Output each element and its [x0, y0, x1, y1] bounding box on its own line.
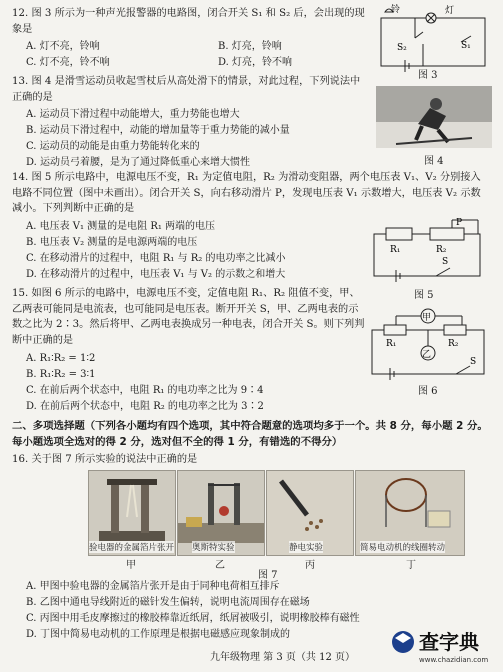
fig5-s-label: S	[442, 257, 449, 267]
q16-option-b: B. 乙图中通电导线附近的磁针发生偏转，说明电流周围存在磁场	[26, 597, 310, 608]
fig5-r1-label: R₁	[390, 245, 401, 255]
fig7-caption-yi: 奥斯特实验	[192, 543, 235, 553]
fig5-r2-label: R₂	[436, 245, 447, 255]
fig7-label-bing: 丙	[305, 560, 315, 571]
q12-stem: 12. 图 3 所示为一种声光报警器的电路图，闭合开关 S₁ 和 S₂ 后，会出现的现象是	[12, 8, 365, 35]
fig4-caption: 图 4	[424, 156, 444, 167]
chazidian-logo	[389, 622, 499, 668]
q12-option-b: B. 灯亮，铃响	[218, 41, 282, 52]
fig6-jia-label: 甲	[422, 313, 432, 323]
q16-stem: 16. 关于图 7 所示实验的说法中正确的是	[12, 454, 198, 465]
q14-option-c: C. 在移动滑片的过程中，电阻 R₁ 与 R₂ 的电功率之比减小	[26, 253, 286, 264]
fig7-label-jia: 甲	[126, 560, 136, 571]
fig3-s1-label: S₁	[461, 41, 471, 51]
fig7-caption-ding: 简易电动机的线圈转动	[360, 543, 446, 553]
q12-option-d: D. 灯亮，铃不响	[218, 57, 293, 68]
fig5-caption: 图 5	[414, 290, 434, 301]
fig7-photo-ding	[355, 470, 465, 556]
figure4-skier-photo	[376, 86, 492, 148]
section2-heading: 二、多项选择题（下列各小题均有四个选项，其中符合题意的选项均多于一个。共 8 分，每小题 2 分。每小题选项全选对的得 2 分，选对但不全的得 1 分，有错选的不得分）	[12, 420, 488, 448]
fig6-caption: 图 6	[418, 386, 438, 397]
q16-option-a: A. 甲图中验电器的金属箔片张开是由于同种电荷相互排斥	[26, 581, 280, 592]
fig5-p-label: P	[456, 218, 463, 228]
fig7-photo-bing	[266, 470, 354, 556]
q14-option-d: D. 在移动滑片的过程中，电压表 V₁ 与 V₂ 的示数之和增大	[26, 269, 286, 280]
fig7-caption-bing: 静电实验	[289, 543, 324, 553]
figure5-circuit	[366, 214, 490, 286]
q12-option-c: C. 灯不亮，铃不响	[26, 57, 110, 68]
q15-option-d: D. 在前后两个状态中，电阻 R₂ 的电功率之比为 3∶2	[26, 401, 264, 412]
logo-url-text: www.chazidian.com	[419, 656, 489, 664]
q15-option-a: A. R₁∶R₂ = 1∶2	[26, 353, 96, 364]
q16-option-d: D. 丁图中简易电动机的工作原理是根据电磁感应现象制成的	[26, 629, 291, 640]
fig7-label-yi: 乙	[215, 560, 225, 571]
q15-option-c: C. 在前后两个状态中，电阻 R₁ 的电功率之比为 9∶4	[26, 385, 264, 396]
q13-stem: 13. 图 4 是滑雪运动员收起雪杖后从高处滑下的情景，对此过程，下列说法中正确的是	[12, 76, 361, 103]
fig7-photo-yi	[177, 470, 265, 556]
q14-option-a: A. 电压表 V₁ 测量的是电阻 R₁ 两端的电压	[26, 221, 216, 232]
fig6-r1-label: R₁	[386, 339, 397, 349]
fig6-r2-label: R₂	[448, 339, 459, 349]
q13-option-b: B. 运动员下滑过程中，动能的增加量等于重力势能的减小量	[26, 125, 290, 136]
q13-option-d: D. 运动员弓着腰，是为了通过降低重心来增大惯性	[26, 157, 251, 168]
q12-option-a: A. 灯不亮，铃响	[26, 41, 100, 52]
fig7-photo-jia	[88, 470, 176, 556]
q14-option-b: B. 电压表 V₂ 测量的是电源两端的电压	[26, 237, 198, 248]
fig7-caption: 图 7	[258, 570, 278, 581]
q16-option-c: C. 丙图中用毛皮摩擦过的橡胶棒靠近纸屑，纸屑被吸引，说明橡胶棒有磁性	[26, 613, 360, 624]
fig3-caption: 图 3	[418, 70, 438, 81]
q15-option-b: B. R₁∶R₂ = 3∶1	[26, 369, 96, 380]
q14-stem: 14. 图 5 所示电路中，电源电压不变，R₁ 为定值电阻，R₂ 为滑动变阻器，两个电压表 V₁、V₂ 分别接入电路不同位置（图中未画出）。闭合开关 S，向右移动滑片 P，发现电压表 V₁ 示数增大，电压表 V₂ 示数减小。下列判断中正确的是	[12, 172, 481, 214]
fig7-label-ding: 丁	[406, 560, 416, 571]
q13-option-a: A. 运动员下滑过程中动能增大，重力势能也增大	[26, 109, 240, 120]
page-footer: 九年级物理 第 3 页（共 12 页）	[210, 652, 355, 663]
fig3-bell-label: 铃	[391, 5, 401, 15]
logo-main-text: 查字典	[419, 630, 479, 654]
fig7-caption-jia: 验电器的金属箔片张开	[89, 543, 175, 553]
fig3-s2-label: S₂	[397, 43, 407, 53]
fig6-s-label: S	[470, 357, 477, 367]
fig6-yi-label: 乙	[422, 350, 432, 360]
fig3-lamp-label: 灯	[445, 6, 455, 16]
q15-stem: 15. 如图 6 所示的电路中，电源电压不变，定值电阻 R₁、R₂ 阻值不变，甲、乙两表可能同是电流表，也可能同是电压表。断开开关 S，甲、乙两电表的示数之比为 2∶3。然后将甲、乙两电表换成另一种电表，闭合开关 S。则下列判断中正确的是	[12, 288, 365, 346]
q13-option-c: C. 运动员的动能是由重力势能转化来的	[26, 141, 200, 152]
figure6-circuit	[366, 306, 492, 380]
